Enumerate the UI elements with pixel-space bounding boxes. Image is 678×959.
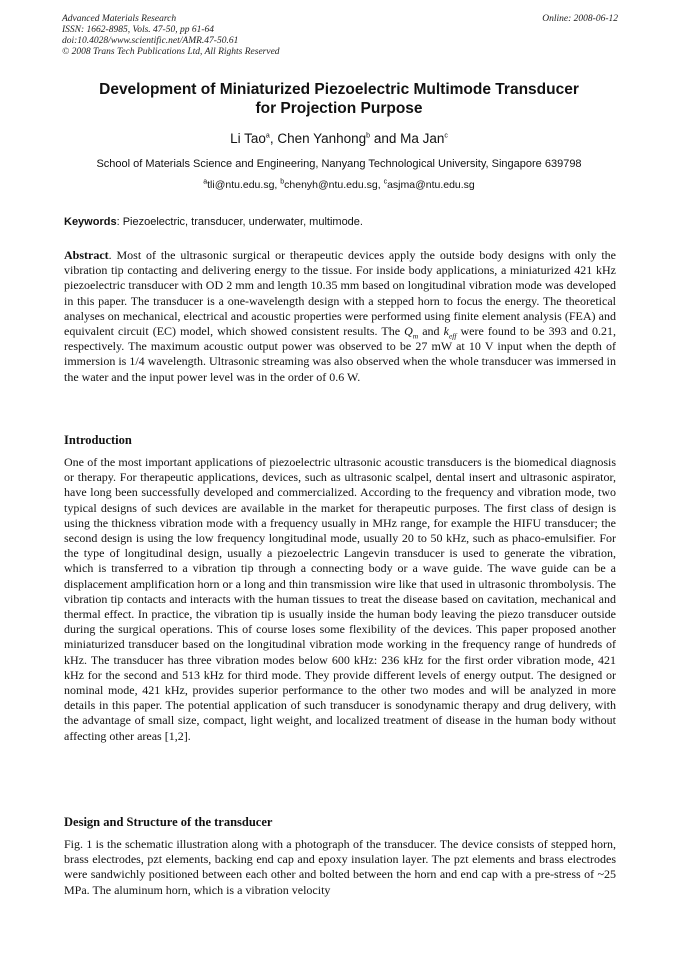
abstract-text-2: were found to be 393 and 0.21, respectively. The maximum acoustic output power was observed to be 27 mW at 10 V input when the depth of immersion is 1/4 wavelength. Ultrasonic streaming was also observed when the whole transducer was immersed in the water and the input power level was in the order of 0.6 W. — [64, 324, 617, 384]
author-superscript: a — [265, 132, 270, 140]
author-name: , Chen Yanhong — [269, 131, 367, 146]
abstract-label: Abstract — [64, 248, 109, 262]
abstract-text-1: . Most of the ultrasonic surgical or therapeutic devices apply the outside body designs with only the vibration tip contacting and delivering energy to the tissue. For inside body applications, a miniaturized 421 kHz piezoelectric transducer with OD 2 mm and length 10.35 mm based on longitudinal vibration mode was developed in this paper. The transducer is a one-wavelength design with a stepped horn to focus the energy. The theoretical analyses on mechanical, electrical and acoustic properties were performed using finite element analysis (FEA) and equivalent circuit (EC) model, which showed consistent results. The — [64, 248, 616, 339]
title-line-2: for Projection Purpose — [255, 100, 423, 117]
author-superscript: c — [444, 132, 448, 140]
online-date: Online: 2008-06-12 — [542, 14, 618, 24]
email-link[interactable]: chenyh@ntu.edu.sg, — [284, 179, 384, 191]
introduction-heading: Introduction — [64, 433, 132, 447]
qm-symbol: Q — [404, 324, 413, 339]
abstract-and: and — [418, 324, 444, 339]
keywords-text: : Piezoelectric, transducer, underwater, multimode. — [116, 216, 363, 228]
keywords-label: Keywords — [64, 216, 117, 228]
abstract-paragraph — [64, 248, 616, 385]
journal-header — [62, 14, 618, 58]
author-superscript: b — [366, 132, 371, 140]
design-paragraph: Fig. 1 is the schematic illustration along with a photograph of the transducer. The device consists of stepped horn, brass electrodes, pzt elements, backing end cap and epoxy insulation layer. The pzt elements and brass electrodes were sandwichly positioned between each other and bolted between the horn and end cap with a pre-stress of ~25 MPa. The aluminum horn, which is a vibration velocity — [64, 837, 616, 897]
email-list — [40, 179, 638, 192]
keff-subscript: eff — [448, 331, 457, 341]
paper-title — [40, 80, 638, 118]
author-name: and Ma Jan — [370, 131, 445, 146]
doi-line: doi:10.4028/www.scientific.net/AMR.47-50.61 — [62, 36, 239, 46]
keywords-line — [64, 215, 616, 229]
journal-name: Advanced Materials Research — [62, 14, 177, 24]
email-link[interactable]: tli@ntu.edu.sg, — [207, 179, 281, 191]
email-superscript: c — [383, 178, 388, 186]
design-heading: Design and Structure of the transducer — [64, 815, 273, 829]
email-link[interactable]: asjma@ntu.edu.sg — [387, 179, 475, 191]
email-superscript: a — [203, 178, 208, 186]
introduction-paragraph: One of the most important applications of piezoelectric ultrasonic acoustic transducers is the biomedical diagnosis or therapy. For therapeutic applications, devices, such as ultrasonic scalpel, dental insert and ultrasonic aspirator, have long been successfully developed and commercialized. According to the frequency and vibration mode, two typical designs of such devices are available in the market for therapeutic purposes. The first class of design is using the thickness vibration mode with a frequency usually in MHz range, for example the HIFU transducer; the second design is using the low frequency longitudinal mode, usually 20 to 50 kHz, such as phaco-emulsifier. For the type of longitudinal design, usually a piezoelectric Langevin transducer is used to generate the vibration, which is transferred to a vibration tip through a connecting body or a wave guide. The wave guide can be a displacement amplification horn or a long and thin transmission wire like that used in ultrasonic thrombolysis. The vibration tip contacts and interacts with the human tissues to treat the disease based on cavitation, mechanical and thermal effect. In practice, the vibration tip is usually inside the human body leaving the piezo transducer outside during the surgical operations. This of course loses some flexibility of the devices. This paper proposed another miniaturized transducer based on the longitudinal vibration mode working in the frequency range of hundreds of kHz. The transducer has three vibration modes below 600 kHz: 236 kHz for the first order vibration mode, 421 kHz for the second and 513 kHz for third mode. They provide different levels of energy output. The designed or nominal mode, 421 kHz, provides superior performance to the other two modes and will be analyzed in more details in this paper. The potential application of such transducer is sonodynamic therapy and drug delivery, with the advantage of small size, compact, light weight, and localized treatment of disease in the human body without affecting other areas [1,2]. — [64, 455, 616, 743]
email-superscript: b — [280, 178, 285, 186]
keff-symbol: k — [443, 324, 449, 339]
issn-line: ISSN: 1662-8985, Vols. 47-50, pp 61-64 — [62, 25, 214, 35]
title-line-1: Development of Miniaturized Piezoelectric Multimode Transducer — [99, 81, 579, 98]
author-list — [40, 131, 638, 147]
affiliation: School of Materials Science and Engineering, Nanyang Technological University, Singapore 639798 — [96, 158, 582, 170]
copyright-line: © 2008 Trans Tech Publications Ltd, All Rights Reserved — [62, 47, 280, 57]
qm-subscript: m — [412, 331, 419, 341]
author-name: Li Tao — [230, 131, 266, 146]
